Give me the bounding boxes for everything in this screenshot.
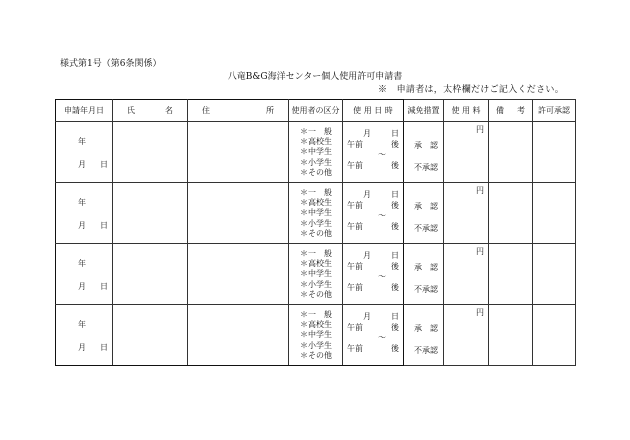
end-am-label: 前 <box>355 160 363 170</box>
not-approve-option: 不承認 <box>414 224 438 233</box>
time-range-wave: ～ <box>378 211 386 220</box>
category-other[interactable]: ＊その他 <box>300 289 332 299</box>
start-time-gozen: 午 <box>347 200 355 210</box>
end-time-gozen: 午 <box>347 160 355 170</box>
header-name <box>113 100 188 122</box>
yen-unit: 円 <box>476 308 484 317</box>
start-am-label: 前 <box>355 200 363 210</box>
approve-option: 承 認 <box>414 202 438 211</box>
table-row <box>56 305 576 366</box>
not-approve-option: 不承認 <box>414 163 438 172</box>
time-range-wave: ～ <box>378 333 386 342</box>
month-label: 月 <box>78 343 86 352</box>
header-remarks-1: 備 <box>496 106 504 115</box>
end-am-label: 前 <box>355 221 363 231</box>
header-datetime: 使 用 日 時 <box>343 100 404 122</box>
header-exemption: 減免措置 <box>404 100 444 122</box>
day-label: 日 <box>100 282 108 291</box>
end-am-label: 前 <box>355 282 363 292</box>
exemption-cell <box>404 305 444 366</box>
use-day-label: 日 <box>391 190 399 199</box>
use-day-label: 日 <box>391 129 399 138</box>
table-row <box>56 122 576 183</box>
month-label: 月 <box>78 221 86 230</box>
category-high-school[interactable]: ＊高校生 <box>300 320 332 330</box>
date-cell[interactable] <box>56 122 113 183</box>
category-elementary[interactable]: ＊小学生 <box>300 279 332 289</box>
category-junior-high[interactable]: ＊中学生 <box>300 330 332 340</box>
header-address <box>188 100 289 122</box>
category-junior-high[interactable]: ＊中学生 <box>300 269 332 279</box>
form-instruction-note: ※ 申請者は，太枠欄だけご記入ください。 <box>378 85 565 95</box>
header-remarks <box>489 100 533 122</box>
remarks-cell <box>489 122 533 183</box>
exemption-cell <box>404 122 444 183</box>
header-fee: 使 用 料 <box>444 100 489 122</box>
year-label: 年 <box>78 259 86 268</box>
month-label: 月 <box>78 160 86 169</box>
header-permit: 許可承認 <box>533 100 576 122</box>
start-pm-label: 後 <box>391 200 399 210</box>
category-cell[interactable] <box>289 244 343 305</box>
start-am-label: 前 <box>355 261 363 271</box>
date-cell[interactable] <box>56 305 113 366</box>
name-cell[interactable] <box>113 244 188 305</box>
fee-cell <box>444 244 489 305</box>
address-cell[interactable] <box>188 183 289 244</box>
start-time-gozen: 午 <box>347 139 355 149</box>
remarks-cell <box>489 305 533 366</box>
category-other[interactable]: ＊その他 <box>300 228 332 238</box>
category-high-school[interactable]: ＊高校生 <box>300 137 332 147</box>
category-junior-high[interactable]: ＊中学生 <box>300 208 332 218</box>
category-junior-high[interactable]: ＊中学生 <box>300 147 332 157</box>
approve-option: 承 認 <box>414 324 438 333</box>
permit-cell <box>533 244 576 305</box>
header-date: 申請年月日 <box>56 100 113 122</box>
remarks-cell <box>489 183 533 244</box>
date-cell[interactable] <box>56 183 113 244</box>
start-time-gozen: 午 <box>347 322 355 332</box>
end-time-gozen: 午 <box>347 282 355 292</box>
category-cell[interactable] <box>289 305 343 366</box>
table-row <box>56 183 576 244</box>
permit-cell <box>533 305 576 366</box>
category-other[interactable]: ＊その他 <box>300 350 332 360</box>
category-other[interactable]: ＊その他 <box>300 167 332 177</box>
exemption-cell <box>404 244 444 305</box>
use-month-label: 月 <box>363 251 371 260</box>
category-high-school[interactable]: ＊高校生 <box>300 198 332 208</box>
not-approve-option: 不承認 <box>414 285 438 294</box>
end-pm-label: 後 <box>391 282 399 292</box>
category-elementary[interactable]: ＊小学生 <box>300 157 332 167</box>
header-address-2: 所 <box>266 106 274 115</box>
header-category: 使用者の区分 <box>289 100 343 122</box>
year-label: 年 <box>78 198 86 207</box>
form-title: 八竜B&G海洋センター個人使用許可申請書 <box>227 72 403 82</box>
address-cell[interactable] <box>188 122 289 183</box>
start-pm-label: 後 <box>391 261 399 271</box>
permit-cell <box>533 122 576 183</box>
approve-option: 承 認 <box>414 263 438 272</box>
category-general[interactable]: ＊一 般 <box>300 127 332 136</box>
end-time-gozen: 午 <box>347 221 355 231</box>
start-am-label: 前 <box>355 139 363 149</box>
day-label: 日 <box>100 221 108 230</box>
end-pm-label: 後 <box>391 343 399 353</box>
remarks-cell <box>489 244 533 305</box>
date-cell[interactable] <box>56 244 113 305</box>
category-general[interactable]: ＊一 般 <box>300 310 332 319</box>
category-elementary[interactable]: ＊小学生 <box>300 218 332 228</box>
time-range-wave: ～ <box>378 150 386 159</box>
year-label: 年 <box>78 320 86 329</box>
approve-option: 承 認 <box>414 141 438 150</box>
category-cell[interactable] <box>289 122 343 183</box>
datetime-cell[interactable] <box>343 305 404 366</box>
form-number: 様式第1号（第6条関係） <box>60 59 162 69</box>
use-month-label: 月 <box>363 129 371 138</box>
day-label: 日 <box>100 343 108 352</box>
table-row <box>56 244 576 305</box>
start-time-gozen: 午 <box>347 261 355 271</box>
application-table <box>55 99 576 366</box>
use-day-label: 日 <box>391 251 399 260</box>
name-cell[interactable] <box>113 183 188 244</box>
category-high-school[interactable]: ＊高校生 <box>300 259 332 269</box>
header-remarks-2: 考 <box>517 106 525 115</box>
datetime-cell[interactable] <box>343 244 404 305</box>
day-label: 日 <box>100 160 108 169</box>
end-time-gozen: 午 <box>347 343 355 353</box>
header-name-1: 氏 <box>127 106 135 115</box>
fee-cell <box>444 305 489 366</box>
end-am-label: 前 <box>355 343 363 353</box>
yen-unit: 円 <box>476 186 484 195</box>
application-rows <box>56 122 576 366</box>
start-pm-label: 後 <box>391 322 399 332</box>
address-cell[interactable] <box>188 305 289 366</box>
name-cell[interactable] <box>113 122 188 183</box>
permit-cell <box>533 183 576 244</box>
month-label: 月 <box>78 282 86 291</box>
year-label: 年 <box>78 137 86 146</box>
end-pm-label: 後 <box>391 160 399 170</box>
datetime-cell[interactable] <box>343 183 404 244</box>
header-address-1: 住 <box>202 106 210 115</box>
datetime-cell[interactable] <box>343 122 404 183</box>
fee-cell <box>444 183 489 244</box>
name-cell[interactable] <box>113 305 188 366</box>
use-day-label: 日 <box>391 312 399 321</box>
not-approve-option: 不承認 <box>414 346 438 355</box>
end-pm-label: 後 <box>391 221 399 231</box>
fee-cell <box>444 122 489 183</box>
yen-unit: 円 <box>476 125 484 134</box>
header-row <box>56 100 576 122</box>
use-month-label: 月 <box>363 190 371 199</box>
use-month-label: 月 <box>363 312 371 321</box>
category-general[interactable]: ＊一 般 <box>300 249 332 258</box>
start-pm-label: 後 <box>391 139 399 149</box>
category-cell[interactable] <box>289 183 343 244</box>
address-cell[interactable] <box>188 244 289 305</box>
category-elementary[interactable]: ＊小学生 <box>300 340 332 350</box>
header-name-2: 名 <box>165 106 173 115</box>
yen-unit: 円 <box>476 247 484 256</box>
category-general[interactable]: ＊一 般 <box>300 188 332 197</box>
start-am-label: 前 <box>355 322 363 332</box>
exemption-cell <box>404 183 444 244</box>
time-range-wave: ～ <box>378 272 386 281</box>
